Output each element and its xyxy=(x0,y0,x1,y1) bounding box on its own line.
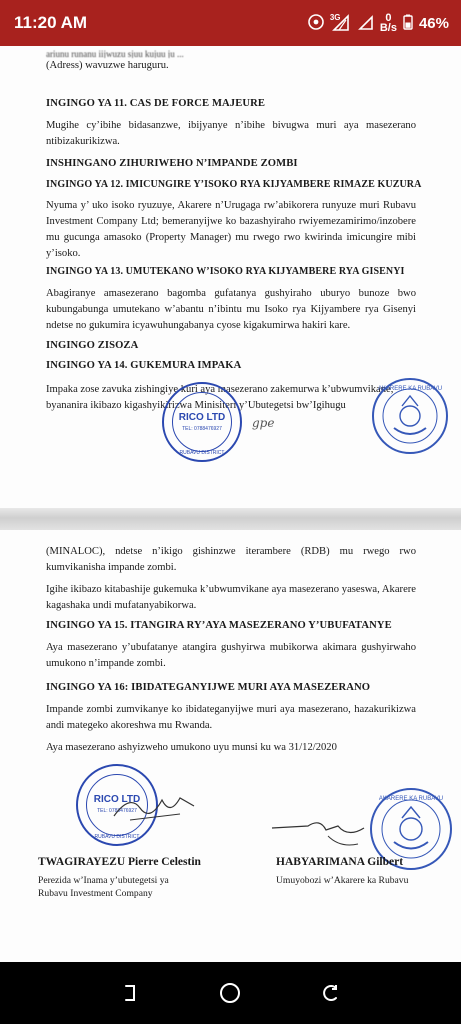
recents-button[interactable] xyxy=(319,981,343,1005)
coat-of-arms-icon xyxy=(372,378,448,454)
rico-stamp xyxy=(162,382,242,462)
signer-2-role: Umuyobozi w’Akarere ka Rubavu xyxy=(276,875,409,886)
network-type: 3G xyxy=(329,13,341,22)
status-indicators xyxy=(308,13,449,33)
signature-1-icon xyxy=(110,786,200,826)
signature-2-icon xyxy=(268,814,378,854)
signer-1-role-line-2: Rubavu Investment Company xyxy=(38,888,153,899)
recents-icon xyxy=(321,983,341,1003)
article-14-continued: (MINALOC), ndetse n’ikigo gishinzwe iterambere (RDB) mu rwego rwo kumvikanisha impande zombi. xyxy=(46,546,416,573)
messenger-icon xyxy=(308,14,324,33)
partial-line: (Adress) wavuzwe haruguru. xyxy=(46,60,169,71)
article-15-heading: INGINGO YA 15. ITANGIRA RY’AYA MASEZERANO Y’UBUFATANYE xyxy=(46,620,392,631)
article-12-text: Nyuma y’ uko isoko ryuzuye, Akarere n’Urugaga rw’abikorera runyuze muri Rubavu Investment Company Ltd; bemeranyijwe ko bazashyiraho rwiyemezamirimo/inzobere mu gucunga amasoko (Property Manager) mu rwego rwo kwirinda imicungire mibi y’isoko. xyxy=(46,200,416,259)
seal-label-2: AKARERE KA RUBAVU xyxy=(378,796,444,802)
signature-mark xyxy=(252,414,274,432)
article-14-heading: INGINGO YA 14. GUKEMURA IMPAKA xyxy=(46,360,242,371)
stamp-rico-label: RICO LTD xyxy=(178,412,226,423)
speed-unit: B/s xyxy=(379,22,397,34)
signal-3g-icon xyxy=(330,14,352,32)
article-11-text: Mugihe cy’ibihe bidasanzwe, ibijyanye n’ibihe bivugwa muri aya masezerano ntibizakurikizwa. xyxy=(46,120,416,147)
page-divider xyxy=(0,508,461,530)
speed-value: 0 xyxy=(385,12,392,24)
article-16-text: Impande zombi zumvikanye ko ibidateganyijwe muri aya masezerano, hazakurikizwa andi mategeko akoreshwa mu Rwanda. xyxy=(46,704,416,731)
article-14-line-1: Impaka zose zavuka zishingiye kuri aya masezerano zakemurwa k’ubwumvikane, xyxy=(46,384,394,395)
back-button[interactable] xyxy=(118,981,142,1005)
stamp-ring-bottom-2: RUBAVU DISTRICT xyxy=(94,834,140,840)
document-page-2 xyxy=(0,530,461,962)
stamp-rico-tel: TEL: 0788476927 xyxy=(182,426,222,432)
stamp-rico-label-2: RICO LTD xyxy=(93,794,141,805)
article-14-line-2: byananira ikibazo kigashyikirizwa Minisiteri y’Ubutegetsi bw’Igihugu xyxy=(46,400,346,411)
article-11-heading: INGINGO YA 11. CAS DE FORCE MAJEURE xyxy=(46,98,266,109)
home-icon xyxy=(219,982,241,1004)
article-12-heading: INGINGO YA 12. IMICUNGIRE Y’ISOKO RYA KIJYAMBERE RIMAZE KUZURA xyxy=(46,179,422,190)
signer-1-role-line-1: Perezida w’Inama y’ubutegetsi ya xyxy=(38,875,169,886)
stamp-rico-tel-2: TEL: 0788476927 xyxy=(97,808,137,814)
stamp-ring-bottom: RUBAVU DISTRICT xyxy=(179,450,225,456)
signer-1-name: TWAGIRAYEZU Pierre Celestin xyxy=(38,856,201,868)
home-button[interactable] xyxy=(218,981,242,1005)
network-speed xyxy=(380,13,397,33)
partial-line-top: ariunu runanu iijwuzu sjuu kujuu ju ... xyxy=(46,50,184,58)
signer-2-name: HABYARIMANA Gilbert xyxy=(276,856,404,868)
back-icon xyxy=(120,983,140,1003)
article-14-continued-2: Igihe ikibazo kitabashije gukemuka k’ubwumvikane aya masezerano yaseswa, Akarere kagashaka undi mufatanyabikorwa. xyxy=(46,584,416,611)
akarere-seal xyxy=(372,378,448,454)
section-heading: INSHINGANO ZIHURIWEHO N’IMPANDE ZOMBI xyxy=(46,158,298,169)
article-16-heading: INGINGO YA 16: IBIDATEGANYIJWE MURI AYA MASEZERANO xyxy=(46,682,371,693)
status-bar xyxy=(0,0,461,46)
navigation-bar xyxy=(0,962,461,1024)
signal-icon xyxy=(358,14,374,33)
article-13-text: Abagiranye amasezerano bagomba gufatanya gushyiraho uburyo bunoze bwo kubungabunga umutekano w’abantu n’ibintu mu Isoko rya Kijyambere rya Gisenyi ndetse no gukumira icyawuhungabanya cyose kigakumirwa hakiri kare. xyxy=(46,288,416,331)
seal-label: AKARERE KA RUBAVU xyxy=(377,386,443,392)
battery-percent: 46% xyxy=(418,14,449,32)
battery-icon xyxy=(403,14,413,33)
status-time: 11:20 AM xyxy=(14,13,88,32)
document-page-1 xyxy=(0,46,461,508)
article-15-text: Aya masezerano y’ubufatanye atangira gushyirwa mubikorwa akimara gushyirwaho umukono n’impande zombi. xyxy=(46,642,416,669)
signed-date-line: Aya masezerano ashyizweho umukono uyu munsi ku wa 31/12/2020 xyxy=(46,742,337,753)
signature-note: gpe xyxy=(252,416,275,430)
final-provisions-heading: INGINGO ZISOZA xyxy=(46,340,139,351)
article-13-heading: INGINGO YA 13. UMUTEKANO W’ISOKO RYA KIJYAMBERE RYA GISENYI xyxy=(46,266,405,277)
